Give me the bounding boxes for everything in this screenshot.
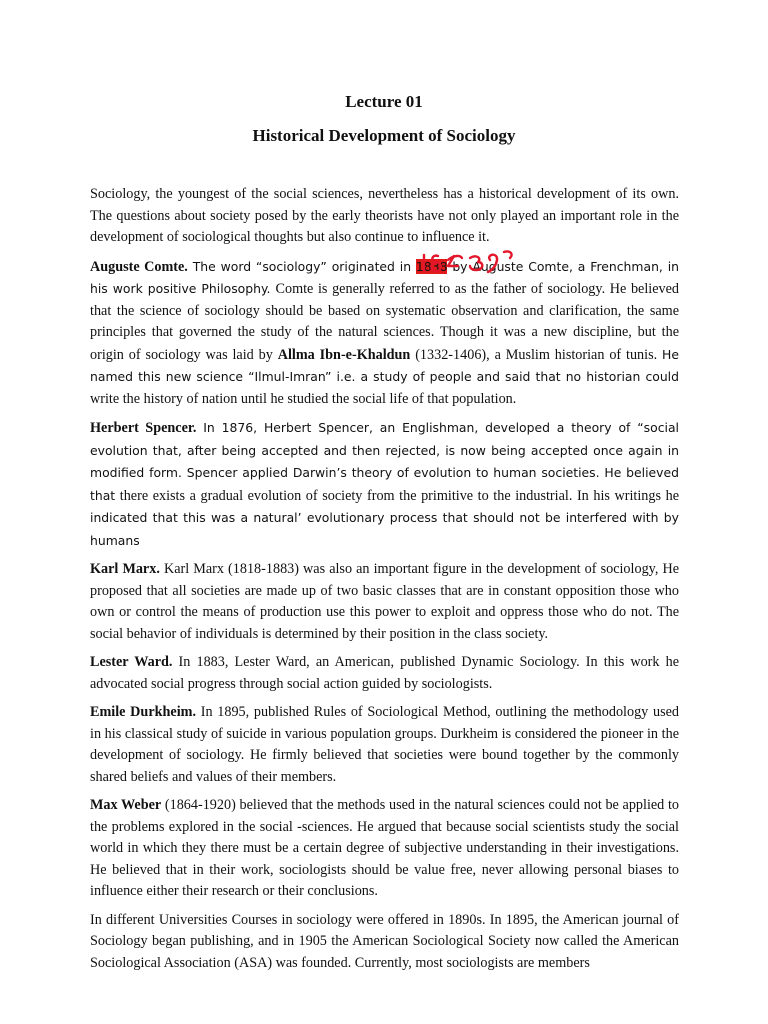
weber-name: Max Weber — [90, 797, 162, 813]
spencer-text-2: there exists a gradual evolution of society from the primitive to the industrial. In his writings he — [115, 487, 679, 504]
ward-name: Lester Ward. — [90, 654, 173, 670]
spencer-name: Herbert Spencer. — [90, 420, 197, 436]
weber-paragraph — [90, 795, 679, 903]
comte-paragraph — [90, 256, 679, 411]
spencer-text-3: indicated that this was a natural’ evolutionary process that should not be interfered with by humans — [90, 510, 679, 548]
comte-text-6: write the history of nation until he studied the social life of that population. — [90, 390, 517, 407]
ward-text: In 1883, Lester Ward, an American, published Dynamic Sociology. In this work he advocated social progress through social action guided by sociologists. — [90, 654, 679, 692]
ward-paragraph — [90, 652, 679, 695]
handwritten-annotation-icon — [415, 246, 530, 274]
lecture-body — [90, 184, 679, 981]
intro-paragraph: Sociology, the youngest of the social sciences, nevertheless has a historical development of its own. The questions about society posed by the early theorists have not only played an important role in the development of sociological thoughts but also continue to influence it. — [90, 186, 679, 245]
marx-text: Karl Marx (1818-1883) was also an important figure in the development of sociology, He proposed that all societies are made up of two basic classes that are in constant opposition those who own or control the means of production use this power to exploit and oppress those who do not. The social behavior of individuals is determined by their position in the class society. — [90, 561, 679, 642]
durkheim-name: Emile Durkheim. — [90, 704, 196, 720]
comte-text-4: (1332-1406), a Muslim historian of tunis. — [410, 346, 663, 363]
comte-year-highlight: 1838 — [415, 258, 448, 274]
comte-text-5: He named this new science “Ilmul-Imran” i.e. a study of people and said that no historian could — [90, 346, 679, 384]
khaldun-name: Allma Ibn-e-Khaldun — [277, 346, 411, 363]
durkheim-paragraph — [90, 702, 679, 788]
weber-text: (1864-1920) believed that the methods used in the natural sciences could not be applied to the problems explored in the social -sciences. He argued that because social scientists study the social world in which they there must be a certain degree of subjective understanding in their investigations. He believed that in their work, sociologists should be value free, never allowing personal biases to influence either their research or their conclusions. — [90, 797, 679, 899]
comte-text-3: Comte is generally referred to as the father of sociology. He believed that the science of sociology should be based on systematic observation and clarification, the same principles that governed the study of the natural sciences. Though it was a new discipline, but the origin of sociology was laid by — [90, 281, 679, 363]
comte-name: Auguste Comte. — [90, 258, 188, 275]
marx-name: Karl Marx. — [90, 561, 160, 577]
comte-text-1: The word “sociology” originated in — [187, 258, 416, 274]
comte-text-2: by Auguste Comte, a Frenchman, in his work positive Philosophy. — [90, 258, 680, 296]
lecture-label: Lecture 01 — [345, 92, 423, 111]
page-title: Historical Development of Sociology — [252, 126, 516, 145]
spencer-text-1: In 1876, Herbert Spencer, an Englishman, developed a theory of “social evolution that, after being accepted and then rejected, is now being accepted once again in modified form. Spencer applied Darwin’s theory of evolution to human societies. He believed that — [90, 420, 679, 503]
closing-paragraph: In different Universities Courses in sociology were offered in 1890s. In 1895, the American journal of Sociology began publishing, and in 1905 the American Sociological Society now called the American Sociological Association (ASA) was founded. Currently, most sociologists are members — [90, 911, 679, 971]
durkheim-text: In 1895, published Rules of Sociological Method, outlining the methodology used in his classical study of suicide in various population groups. Durkheim is considered the pioneer in the development of sociology. He firmly believed that societies were bound together by the commonly shared beliefs and values of their members. — [90, 704, 679, 785]
marx-paragraph — [90, 559, 679, 645]
spencer-paragraph — [90, 417, 679, 552]
